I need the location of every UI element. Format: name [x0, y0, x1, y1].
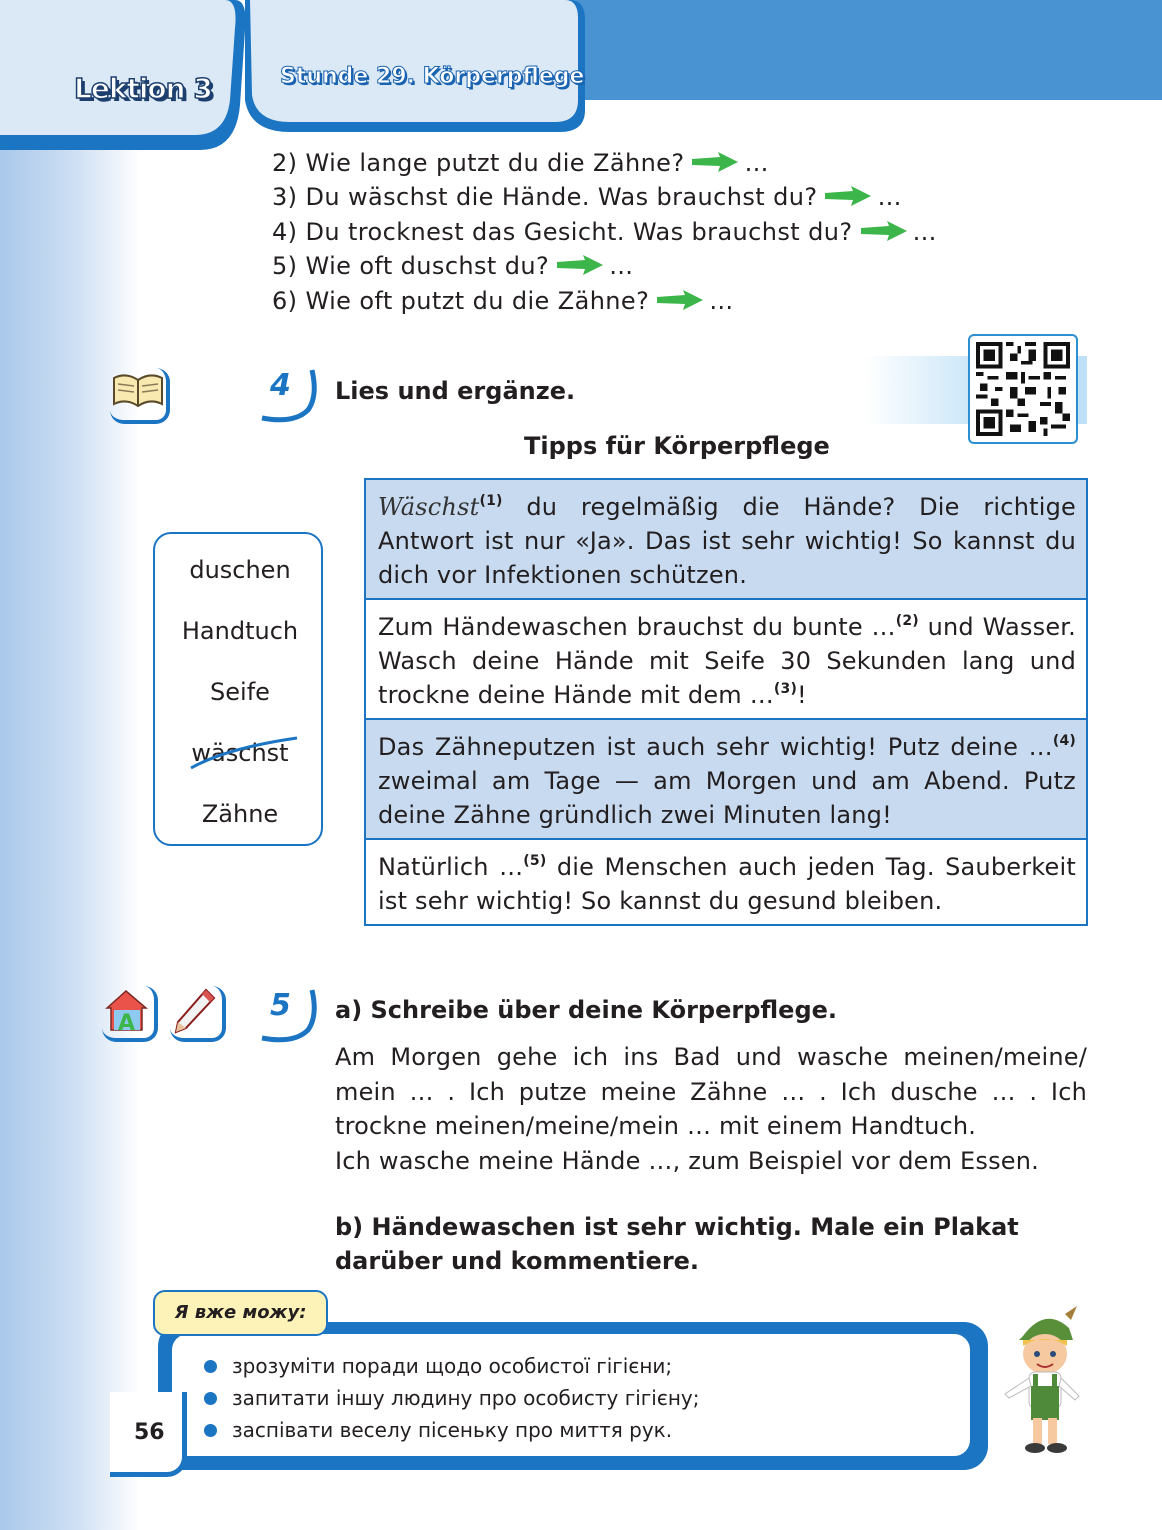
list-item: 5) Wie oft duschst du? …: [272, 252, 634, 281]
lesson-label: Lektion 3: [74, 72, 212, 105]
list-item: 2) Wie lange putzt du die Zähne? …: [272, 149, 769, 177]
qr-code-icon: [976, 342, 1070, 436]
reading-task-badge: [110, 368, 170, 424]
green-arrow-icon: [557, 255, 603, 275]
handwritten-answer: Wäschst: [378, 493, 480, 521]
green-arrow-icon: [825, 186, 871, 206]
word-item: Handtuch: [181, 617, 299, 645]
page-number: 56: [134, 1420, 165, 1445]
lesson-topic: Stunde 29. Körperpflege: [280, 64, 585, 89]
task-title-b: b) Händewaschen ist sehr wichtig. Male ein Plakat darüber und kommentiere.: [335, 1213, 1019, 1275]
qr-code[interactable]: [968, 334, 1078, 444]
list-item: 3) Du wäschst die Hände. Was brauchst du? …: [272, 183, 902, 212]
word-item: Zähne: [201, 800, 279, 828]
paragraph: Ich wasche meine Hände …, zum Beispiel vor dem Essen.: [335, 1146, 1039, 1175]
tip-paragraph: Das Zähneputzen ist auch sehr wichtig! Putz deine …$^{(4)}$ zweimal am Tage — am Morgen und am Abend. Putz deine Zähne gründlich zwei Minuten lang!: [366, 720, 1086, 840]
tip-paragraph: Zum Händewaschen brauchst du bunte …$^{(2)}$ und Wasser. Wasch deine Hände mit Seife 30 Sekunden lang und trockne deine Hände mit dem …$^{(3)}$!: [366, 600, 1086, 720]
word-item: duschen: [189, 556, 291, 584]
svg-text:A: A: [118, 1011, 136, 1036]
tips-table: [364, 478, 1088, 926]
question-list: [272, 146, 937, 318]
boy-character-illustration: [995, 1306, 1095, 1456]
task-number: 5: [270, 988, 291, 1023]
strikethrough-mark: [187, 734, 307, 774]
green-arrow-icon: [861, 221, 907, 241]
green-arrow-icon: [657, 290, 703, 310]
writing-task-badge: [170, 986, 226, 1042]
green-arrow-icon: [692, 152, 738, 172]
list-item: запитати іншу людину про особисту гігієну;: [204, 1382, 699, 1414]
tip-paragraph: Wäschst$^{(1)}$ du regelmäßig die Hände? Die richtige Antwort ist nur «Ja». Das ist sehr wichtig! So kannst du dich vor Infektionen schützen.: [366, 480, 1086, 600]
section-title: Tipps für Körperpflege: [524, 432, 830, 460]
word-bank: [153, 532, 323, 846]
homework-task-badge: [102, 986, 158, 1042]
list-item: зрозуміти поради щодо особистої гігієни;: [204, 1350, 699, 1382]
list-item: 4) Du trocknest das Gesicht. Was brauchst du? …: [272, 217, 937, 246]
can-do-label: Я вже можу:: [153, 1290, 328, 1336]
list-item: 6) Wie oft putzt du die Zähne? …: [272, 286, 734, 315]
house-abc-icon: [102, 986, 152, 1036]
left-margin-gradient: [0, 0, 140, 1530]
pencil-icon: [170, 986, 220, 1036]
task5-text: [335, 1040, 1087, 1178]
task-title: Lies und ergänze.: [335, 377, 576, 405]
task-title-a: a) Schreibe über deine Körperpflege.: [335, 996, 838, 1024]
task-number: 4: [270, 368, 291, 403]
word-item: Seife: [210, 678, 270, 706]
paragraph: Am Morgen gehe ich ins Bad und wasche meinen/meine/ mein … . Ich putze meine Zähne … . Ich dusche … . Ich trockne meinen/meine/mein … mit einem Handtuch.: [335, 1043, 1087, 1140]
open-book-icon: [112, 370, 164, 410]
word-item-crossed: wäschst: [191, 739, 289, 767]
tip-paragraph: Natürlich …$^{(5)}$ die Menschen auch jeden Tag. Sauberkeit ist sehr wichtig! So kannst du gesund bleiben.: [378, 853, 1076, 915]
list-item: заспівати веселу пісеньку про миття рук.: [204, 1414, 699, 1446]
can-do-list: [204, 1350, 699, 1446]
